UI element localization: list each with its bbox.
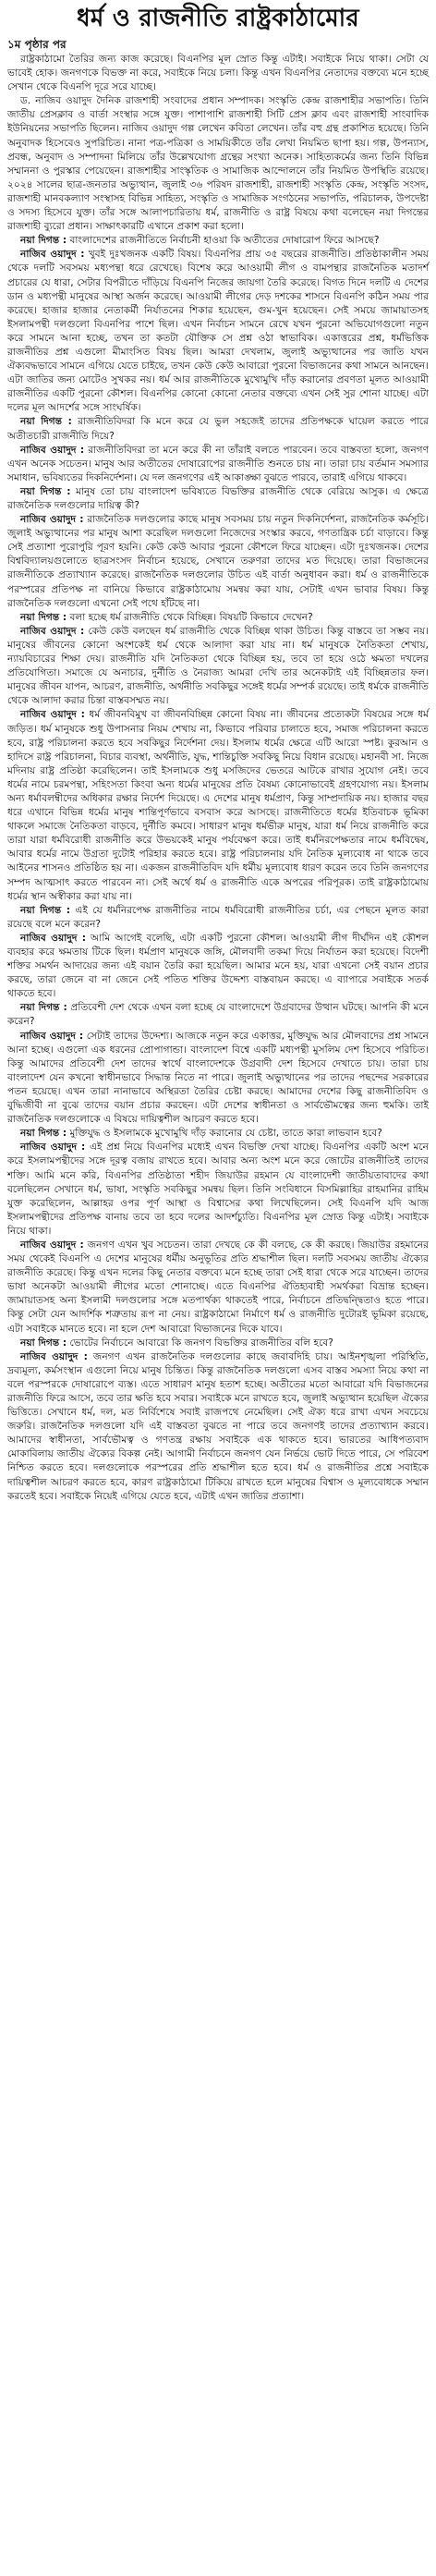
paragraph-text: কেউ কেউ বলছেন ধর্ম রাজনীতি থেকে বিচ্ছিন্ন থাকা উচিত। কিন্তু বাস্তবে তা সম্ভব নয়। মানুষের জীবনের কোনো অংশকেই ধর্ম থেকে আলাদা করা যায় না। ধর্ম মানুষকে নৈতিকতা শেখায়, ন্যায়বিচারের শিক্ষা দেয়। রাজনীতি যদি নৈতিকতা থেকে বিচ্ছিন্ন হয়, তবে তা হয়ে ওঠে ক্ষমতা দখলের প্রতিযোগিতা। সমাজে যে অনাচার, দুর্নীতি ও নৈরাজ্য আমরা দেখি তার অনেকটাই এই বিচ্ছিন্নতার ফল। মানুষের জীবন যাপন, আচরণ, রাজনীতি, অর্থনীতি সবকিছুর সঙ্গেই ধর্মের সম্পর্ক রয়েছে। তাই ধর্মকে রাজনীতি থেকে আলাদা করার চিন্তা বাস্তবসম্মত নয়।: [7, 625, 429, 707]
article-paragraph: [7, 1141, 429, 1239]
speaker-label-guest: নাজিব ওয়াদুদ :: [20, 932, 86, 944]
article-paragraph: [7, 904, 429, 932]
speaker-label-guest: নাজিব ওয়াদুদ :: [20, 444, 85, 456]
speaker-label-interviewer: নয়া দিগন্ত :: [20, 416, 72, 428]
paragraph-text: জনগণ এখন রাজনৈতিক দলগুলোর কাছে জবাবদিহি চায়। আইনশৃঙ্খলা পরিস্থিতি, দ্রব্যমূল্য, কর্মসংস্থান এগুলো নিয়ে মানুষ চিন্তিত। কিন্তু রাজনৈতিক দলগুলো এসব বাস্তব সমস্যা নিয়ে কথা না বলে পরস্পরকে দোষারোপে ব্যস্ত। এতে সাধারণ মানুষ হতাশ হচ্ছে। অতীতের মতো আবারো যদি বিভাজনের রাজনীতি ফিরে আসে, তবে তার ক্ষতি হবে সবার। সবাইকে মনে রাখতে হবে, জুলাই অভ্যুত্থান হয়েছিল ঐক্যের ভিত্তিতে। সেখানে ধর্ম, দল, মত নির্বিশেষে সবাই রাজপথে নেমেছিল। সেই ঐক্য ধরে রাখা এখন সবচেয়ে জরুরি। রাজনৈতিক দলগুলো যদি এই বাস্তবতা বুঝতে না পারে তবে জনগণই তাদের প্রত্যাখ্যান করবে। আমাদের স্বাধীনতা, সার্বভৌমত্ব ও গণতন্ত্র রক্ষায় সবাইকে এক থাকতে হবে। ভারতের আধিপত্যবাদ মোকাবিলায় জাতীয় ঐক্যের বিকল্প নেই। আগামী নির্বাচনে জনগণ যেন নির্ভয়ে ভোট দিতে পারে, সে পরিবেশ নিশ্চিত করতে হবে। দলগুলোকে পরস্পরের প্রতি শ্রদ্ধাশীল হতে হবে। ধর্ম ও রাজনীতির প্রশ্নে সবাইকে দায়িত্বশীল আচরণ করতে হবে, কারণ রাষ্ট্রকাঠামো টিকিয়ে রাখতে হলে মানুষের বিশ্বাস ও মূল্যবোধকে সম্মান করতেই হবে। সবাইকে নিয়েই এগিয়ে যেতে হবে, এটাই এখন জাতির প্রত্যাশা।: [7, 1350, 429, 1502]
article-paragraph: [7, 708, 429, 903]
speaker-label-guest: নাজিব ওয়াদুদ :: [20, 1350, 88, 1362]
paragraph-text: ধর্ম জীবনবিমুখ বা জীবনবিচ্ছিন্ন কোনো বিষয় না। জীবনের প্রত্যেকটা বিষয়ের সঙ্গে ধর্ম জড়িত। ধর্ম মানুষকে শুধু উপাসনার নিয়ম শেখায় না, কিভাবে পরিবার চালাতে হবে, সমাজ পরিচালনা করতে হবে, রাষ্ট্র পরিচালনা করতে হবে সবকিছুর নির্দেশনা দেয়। ইসলাম ধর্মের ক্ষেত্রে এটি আরো স্পষ্ট। কুরআন ও হাদিসে রাষ্ট্র পরিচালনা, বিচার ব্যবস্থা, অর্থনীতি, যুদ্ধ, শান্তিচুক্তি সবকিছু নিয়ে বিধান রয়েছে। মহানবী সা. নিজে মদিনায় রাষ্ট্র প্রতিষ্ঠা করেছিলেন। তাই ইসলামকে শুধু মসজিদের ভেতরে আটকে রাখার সুযোগ নেই। তবে ধর্মের নামে চরমপন্থা, সহিংসতা কিংবা অন্য ধর্মের মানুষের প্রতি বৈষম্য কোনোভাবেই গ্রহণযোগ্য নয়। ইসলাম অন্য ধর্মাবলম্বীদের অধিকার রক্ষার নির্দেশ দিয়েছে। এ দেশের মানুষ ধর্মপ্রাণ, কিন্তু সাম্প্রদায়িক নয়। হাজার বছর ধরে এখানে বিভিন্ন ধর্মের মানুষ শান্তিপূর্ণভাবে বসবাস করে আসছে। রাজনীতিতে ধর্মের ইতিবাচক ভূমিকা থাকলে সমাজে নৈতিকতা বাড়বে, দুর্নীতি কমবে। সাধারণ মানুষ ধর্মভীরু মানুষ, যারা ধর্ম নিয়ে রাজনীতি করে তারা যারা ধর্মবিরোধী রাজনীতি করে উভয়কেই মানুষ পর্যবেক্ষণ করে। তাই ধর্মনিরপেক্ষতার নামে ধর্মবিদ্বেষ, আবার ধর্মের নামে উগ্রতা দুটোই পরিহার করতে হবে। রাষ্ট্র পরিচালনায় যদি নৈতিক মূল্যবোধ না থাকে তবে আইনের শাসনও প্রতিষ্ঠিত হয় না। একজন রাজনীতিবিদ যদি ধর্মীয় মূল্যবোধ ধারণ করেন তবে তিনি জনগণের সম্পদ আত্মসাৎ করতে পারবেন না। সেই অর্থে ধর্ম ও রাজনীতি একে অপরের পরিপূরক। তাই রাষ্ট্রকাঠামোয় ধর্মের স্থান অস্বীকার করা যায় না।: [7, 709, 429, 902]
speaker-label-guest: নাজিব ওয়াদুদ :: [20, 709, 85, 721]
paragraph-text: খুবই দুঃখজনক একটি বিষয়। বিএনপির প্রায় ৩৫ বছরের রাজনীতি। প্রতিষ্ঠাকালীন সময় থেকে দলটি সবসময় মধ্যপন্থা ধরে রেখেছে। বিশেষ করে আওয়ামী লীগ ও বামপন্থার রাজনৈতিক মতাদর্শ প্রচারের যে ধারা, সেটার বিপরীতে দাঁড়িয়ে বিএনপি নিজের জায়গা তৈরি করেছে। বিগত দিনে দলটি এ দেশের ডান ও মধ্যপন্থী মানুষের আস্থা অর্জন করেছে। আওয়ামী লীগের দেড় দশকের শাসনে বিএনপি কঠিন সময় পার করেছে। হাজার হাজার নেতাকর্মী নির্যাতনের শিকার হয়েছেন, গুম-খুন হয়েছেন। সেই সময়ে জামায়াতসহ ইসলামপন্থী দলগুলো বিএনপির পাশে ছিল। এখন নির্বাচন সামনে রেখে যখন পুরনো অভিযোগগুলো নতুন করে সামনে আনা হচ্ছে, তখন তা কতটা যৌক্তিক সে প্রশ্ন ওঠা স্বাভাবিক। একাত্তরের প্রশ্ন, ধর্মভিত্তিক রাজনীতির প্রশ্ন এগুলো মীমাংসিত বিষয় ছিল। আমরা দেখলাম, জুলাই অভ্যুত্থানের পর জাতি যখন ঐক্যবদ্ধভাবে সামনে এগিয়ে যেতে চাইছে, তখন কেউ কেউ আবারো পুরনো বিভাজনের কথা সামনে আনছেন। এটা জাতির জন্য মোটেও সুখকর নয়। ধর্ম আর রাজনীতিকে মুখোমুখি দাঁড় করানোর প্রবণতা মূলত আওয়ামী রাজনীতির একটি পুরনো কৌশল। বিএনপির কোনো কোনো নেতার বক্তব্যে এখন সেই সুর শোনা যাচ্ছে। এটা দলের মূল আদর্শের সঙ্গে সাংঘর্ষিক।: [7, 249, 429, 414]
speaker-label-interviewer: নয়া দিগন্ত :: [20, 904, 71, 916]
article-paragraph: [7, 94, 429, 234]
paragraph-text: ভোটের নির্বাচনে আবারো কি জনগণ বিভক্তির রাজনীতির বলি হবে?: [69, 1337, 333, 1349]
article-paragraph: [7, 1350, 429, 1504]
speaker-label-interviewer: নয়া দিগন্ত :: [20, 1337, 67, 1349]
speaker-label-interviewer: নয়া দিগন্ত :: [20, 611, 67, 623]
paragraph-text: সেটাই তাদের উদ্দেশ্য। আজকে নতুন করে একাত্তর, মুক্তিযুদ্ধ আর মৌলবাদের প্রশ্ন সামনে আনা হচ্ছে। এগুলো এক ধরনের প্রোপাগান্ডা। বাংলাদেশ বিশ্বে একটি মধ্যপন্থী মুসলিম দেশ হিসেবে পরিচিত। কিন্তু আমাদের প্রতিবেশী দেশ তাদের স্বার্থে বাংলাদেশকে উগ্রবাদী দেশ হিসেবে দেখাতে চায়। তারা চায় বাংলাদেশ যেন কখনো স্বাধীনভাবে সিদ্ধান্ত নিতে না পারে। জুলাই অভ্যুত্থানের পর তাদের পছন্দের সরকারের পতন হয়েছে। এখন তারা নানাভাবে অস্থিরতা তৈরির চেষ্টা করছে। আমাদের দেশের কিছু রাজনীতিবিদ ও বুদ্ধিজীবী না বুঝে তাদের বয়ান প্রচার করছেন। এটা দেশের স্বাধীনতা ও সার্বভৌমত্বের জন্য হুমকি। তাই রাজনৈতিক দলগুলোকে এ বিষয়ে দায়িত্বশীল আচরণ করতে হবে।: [7, 1030, 429, 1126]
speaker-label-guest: নাজিব ওয়াদুদ :: [20, 1030, 84, 1042]
paragraph-text: মুক্তিযুদ্ধ ও ইসলামকে মুখোমুখি দাঁড় করানোর যে চেষ্টা, তাতে কারা লাভবান হবে?: [69, 1128, 382, 1140]
paragraph-text: জনগণ এখন খুব সচেতন। তারা দেখছে কে কী বলছে, কে কী করছে। জিয়াউর রহমানের সময় থেকেই বিএনপি এ দেশের মানুষের ধর্মীয় অনুভূতির প্রতি শ্রদ্ধাশীল ছিল। দলটি সবসময় জাতীয় ঐক্যের রাজনীতি করেছে। কিন্তু এখন দলের কিছু নেতার বক্তব্যে মনে হচ্ছে তারা সেই ধারা থেকে সরে যাচ্ছেন। তাদের ভাষা অনেকটা আওয়ামী লীগের মতো শোনাচ্ছে। এতে বিএনপির ঐতিহ্যবাহী সমর্থকরা বিভ্রান্ত হচ্ছেন। জামায়াতসহ অন্য ইসলামী দলগুলোর সঙ্গে মতপার্থক্য থাকতেই পারে, নির্বাচনে প্রতিদ্বন্দ্বিতাও হতে পারে। কিন্তু সেটা যেন আদর্শিক শত্রুতায় রূপ না নেয়। রাষ্ট্রকাঠামো নির্মাণে ধর্ম ও রাজনীতি দুটোরই ভূমিকা রয়েছে, এটা সবাইকে মানতে হবে। না হলে দেশ আবারো বিভাজনের দিকে যাবে।: [7, 1239, 429, 1335]
paragraph-text: এই যে ধর্মনিরপেক্ষ রাজনীতির নামে ধর্মবিরোধী রাজনীতির চর্চা, এর পেছনে মূলত কারা রয়েছে বলে মনে করেন?: [7, 904, 429, 930]
continued-from-label: ১ম পৃষ্ঠার পর: [7, 38, 67, 51]
paragraph-text: মানুষ তো চায় বাংলাদেশ ভবিষ্যতে বিভক্তির রাজনীতি থেকে বেরিয়ে আসুক। এ ক্ষেত্রে রাজনৈতিক দলগুলোর দায়িত্ব কী?: [7, 485, 430, 511]
speaker-label-guest: নাজিব ওয়াদুদ :: [20, 249, 85, 261]
paragraph-text: রাজনৈতিক দলগুলোর কাছে মানুষ সবসময় চায় নতুন দিকনির্দেশনা, রাজনৈতিক কর্মসূচি। জুলাই অভ্যুত্থানের পর মানুষ আশা করেছিল দলগুলো নিজেদের সংস্কার করবে, গণতান্ত্রিক চর্চা বাড়াবে। কিন্তু সেই প্রত্যাশা পুরোপুরি পূরণ হয়নি। কেউ কেউ আবার পুরনো কৌশলে ফিরে যাচ্ছেন। এটা দুঃখজনক। দেশের বিশ্ববিদ্যালয়গুলোতে ছাত্রসংসদ নির্বাচন হয়েছে, সেখানে তরুণরা তাদের মত দিয়েছে। তারা বিভাজনের রাজনীতিকে প্রত্যাখ্যান করেছে। রাজনৈতিক দলগুলোর উচিত এই বার্তা অনুধাবন করা। ধর্ম ও রাজনীতিকে পরস্পরের প্রতিপক্ষ না বানিয়ে কিভাবে রাষ্ট্রকাঠামোয় সমন্বয় করা যায়, সেটাই এখন ভাবার বিষয়। কিন্তু রাজনৈতিক দলগুলো এখনো সেই পথে হাঁটছে না।: [7, 514, 430, 609]
article-headline: ধর্ম ও রাজনীতি রাষ্ট্রকাঠামোর: [77, 5, 359, 32]
paragraph-text: রাষ্ট্রকাঠামো তৈরির জন্য কাজ করেছে। বিএনপির মূল স্রোত কিন্তু এটাই। সবাইকে নিয়ে থাকা। সেটা যে ভাবেই হোক। জনগণকে বিভক্ত না করে, সবাইকে নিয়ে চলা। কিন্তু এখন বিএনপির নেতাদের বক্তব্যে মনে হচ্ছে সেখান থেকে বিএনপি দূরে সরে যাচ্ছে।: [7, 54, 429, 93]
article-paragraph: [7, 513, 429, 611]
article-paragraph: [7, 1030, 429, 1128]
article-paragraph: [7, 53, 429, 94]
paragraph-text: এই প্রশ্ন নিয়ে বিএনপির মধ্যেই এখন বিভক্তি দেখা যাচ্ছে। বিএনপির একটি অংশ মনে করে ইসলামপন্থীদের সঙ্গে দূরত্ব বজায় রাখতে হবে। আবার অন্য অংশ মনে করে জোটের রাজনীতিই তাদের শক্তি। আমি মনে করি, বিএনপির প্রতিষ্ঠাতা শহীদ জিয়াউর রহমান যে বাংলাদেশী জাতীয়তাবাদের কথা বলেছিলেন সেখানে ধর্ম, ভাষা, সংস্কৃতি সবকিছুর সমন্বয় ছিল। তিনি সংবিধানে বিসমিল্লাহির রাহমানির রাহিম যুক্ত করেছিলেন, আল্লাহর ওপর পূর্ণ আস্থা ও বিশ্বাসের কথা লিখেছিলেন। সেই বিএনপি যদি আজ ইসলামপন্থীদের প্রতিপক্ষ বানায় তবে তা হবে দলের আদর্শচ্যুতি। বিএনপির মূল স্রোত কিন্তু এটাই। সবাইকে নিয়ে থাকা।: [7, 1141, 429, 1237]
speaker-label-guest: নাজিব ওয়াদুদ :: [20, 1239, 84, 1251]
article-paragraph: [7, 444, 429, 485]
speaker-label-guest: নাজিব ওয়াদুদ :: [20, 514, 84, 526]
article-paragraph: [7, 415, 429, 443]
speaker-label-guest: নাজিব ওয়াদুদ :: [20, 1141, 86, 1154]
paragraph-text: বলা হচ্ছে ধর্ম রাজনীতি থেকে বিচ্ছিন্ন। বিষয়টি কিভাবে দেখেন?: [69, 611, 313, 623]
article-paragraph: [7, 1239, 429, 1337]
speaker-label-interviewer: নয়া দিগন্ত :: [20, 1128, 67, 1140]
article-paragraph: [7, 625, 429, 709]
article-paragraph: [7, 485, 429, 513]
article-paragraph: [7, 248, 429, 415]
speaker-label-interviewer: নয়া দিগন্ত :: [20, 485, 71, 497]
article-paragraph: [7, 1127, 429, 1141]
speaker-label-guest: নাজিব ওয়াদুদ :: [20, 625, 85, 637]
article-paragraph: [7, 611, 429, 625]
article-paragraph: [7, 932, 429, 1001]
paragraph-text: রাজনীতিবিদরা তা মনে করে কী না তাঁরাই বলতে পারবেন। তবে বাস্তবতা হলো, জনগণ এখন অনেক সচেতন। মানুষ আর অতীতের দোষারোপের রাজনীতি শুনতে চায় না। তারা চায় বর্তমান সমস্যার সমাধান, ভবিষ্যতের দিকনির্দেশনা। যে দল জনগণের এই আকাঙ্ক্ষা বুঝতে পারবে, তারাই এগিয়ে থাকবে।: [7, 444, 430, 483]
paragraph-text: প্রতিবেশী দেশ থেকে এখন বলা হচ্ছে যে বাংলাদেশে উগ্রবাদের উত্থান ঘটছে। আপনি কী মনে করেন?: [7, 1002, 429, 1028]
speaker-label-interviewer: নয়া দিগন্ত :: [20, 1002, 67, 1014]
speaker-label-interviewer: নয়া দিগন্ত :: [20, 235, 67, 247]
article-paragraph: [7, 1001, 429, 1029]
paragraph-text: রাজনীতিবিদরা কি মনে করে যে ভুল সহজেই তাদের প্রতিপক্ষকে ঘায়েল করতে পারে অতীতচারী রাজনীতি দিয়ে?: [7, 416, 430, 442]
paragraph-text: বাংলাদেশের রাজনীতিতে নির্বাচনী হাওয়া কি অতীতের দোষারোপ ফিরে আসছে?: [69, 235, 380, 247]
article-paragraph: [7, 1337, 429, 1350]
article-paragraph: [7, 234, 429, 248]
paragraph-text: আমি আগেই বলেছি, এটা একটি পুরনো কৌশল। আওয়ামী লীগ দীর্ঘদিন এই কৌশল ব্যবহার করে ক্ষমতায় টিকে ছিল। ধর্মপ্রাণ মানুষকে জঙ্গি, মৌলবাদী তকমা দিয়ে নির্যাতন করা হয়েছে। বিদেশী শক্তির সমর্থন আদায়ের জন্য এই বয়ান তৈরি করা হয়েছিল। আমার মনে হয়, যারা এখনো সেই বয়ান প্রচার করছে, তারা জেনে বা না জেনে সেই পতিত শক্তির উদ্দেশ্য বাস্তবায়ন করছে। এ ব্যাপারে সবাইকে সতর্ক থাকতে হবে।: [7, 932, 429, 1000]
article-body: [7, 53, 429, 1504]
paragraph-text: ড. নাজিব ওয়াদুদ দৈনিক রাজশাহী সংবাদের প্রধান সম্পাদক। সংস্কৃতি কেন্দ্র রাজশাহীর সভাপতি। তিনি জাতীয় প্রেসক্লাব ও বার্তা সংস্থার সঙ্গে যুক্ত। পাশাপাশি রাজশাহী সিটি প্রেস ক্লাব এবং রাজশাহী সাংবাদিক ইউনিয়নের সভাপতি ছিলেন। নাজিব ওয়াদুদ গল্প লেখেন কবিতা লেখেন। তাঁর বহু গ্রন্থ প্রকাশিত হয়েছে। তিনি অনুবাদক হিসেবেও সুপরিচিত। নানা পত্র-পত্রিকা ও সাময়িকীতে তাঁর লেখা নিয়মিত ছাপা হয়। গল্প, উপন্যাস, প্রবন্ধ, অনুবাদ ও সম্পাদনা মিলিয়ে তাঁর উল্লেখযোগ্য গ্রন্থের সংখ্যা অনেক। সাহিত্যকর্মের জন্য তিনি বিভিন্ন সম্মাননা ও পুরস্কার পেয়েছেন। রাজশাহীর সাংস্কৃতিক ও সামাজিক আন্দোলনে তাঁর নিয়মিত উপস্থিতি রয়েছে। ২০২৪ সালের ছাত্র-জনতার অভ্যুত্থান, জুলাই ৩৬ পরিষদ রাজশাহী, রাজশাহী সংস্কৃতি কেন্দ্র, সংস্কৃতি সংসদ, রাজশাহী মানবকল্যাণ সংস্থাসহ বিভিন্ন সাহিত্য, সংস্কৃতি ও সামাজিক সংগঠনের সভাপতি, পরিচালক, উপদেষ্টা ও সদস্য হিসেবে যুক্ত। তাঁর সঙ্গে আলাপচারিতায় ধর্ম, রাজনীতি ও রাষ্ট্র বিষয়ে কথা বলেছেন নয়া দিগন্তের রাজশাহী ব্যুরো প্রধান। সাক্ষাৎকারটি এখানে প্রকাশ করা হলো।: [7, 95, 429, 233]
